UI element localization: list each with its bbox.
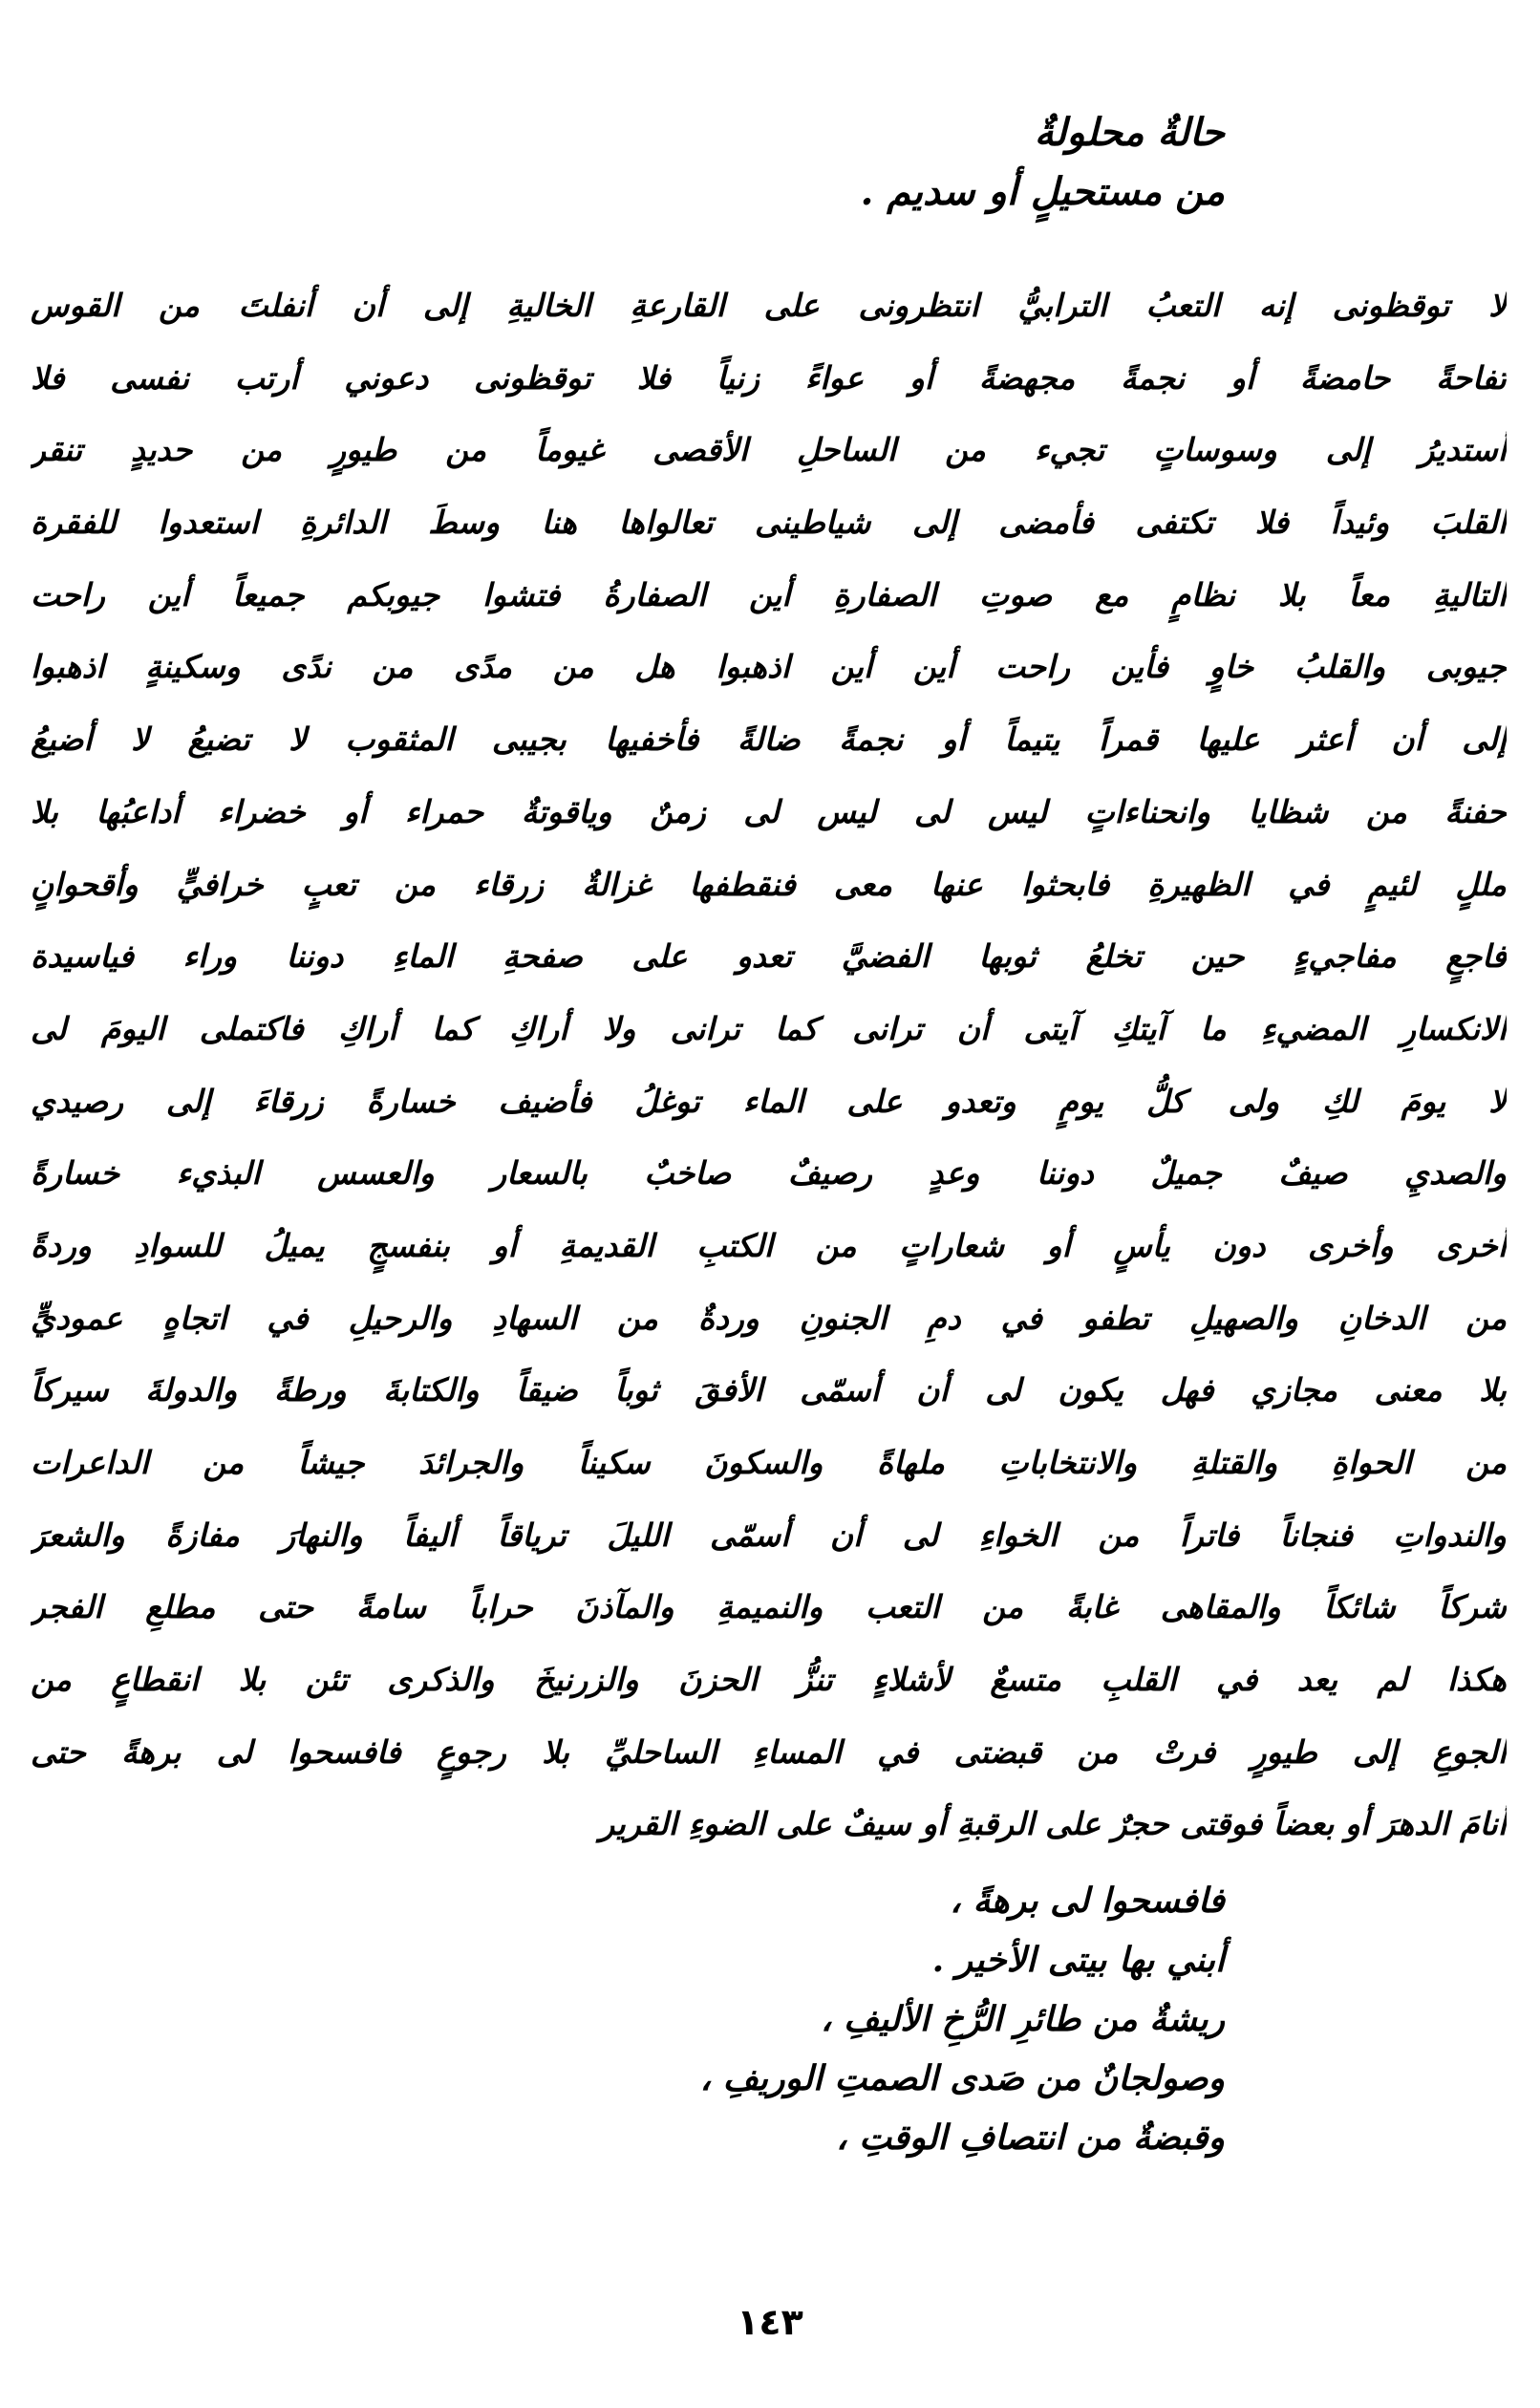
page-number: ١٤٣: [737, 2301, 803, 2343]
verse-line: فافسحوا لى برهةً ،: [950, 1881, 1225, 1921]
prose-line: هكذا لم يعد في القلبِ متسعٌ لأشلاءٍ تنزُّ الحزنَ والزرنيخَ والذكرى تئن بلا انقطاعٍ من: [31, 1661, 1507, 1699]
prose-line: والصديِ صيفٌ جميلٌ دوننا وعدٍ رصيفٌ صاخبٌ بالسعار والعسس البذيء خسارةً: [31, 1154, 1507, 1193]
prose-line: أستديرُ إلى وسوساتٍ تجيء من الساحلِ الأقصى غيوماً من طيورٍ من حديدٍ تنقر: [31, 431, 1507, 469]
prose-paragraph: [31, 269, 1507, 1860]
verse-line: وقبضةٌ من انتصافِ الوقتِ ،: [836, 2118, 1225, 2158]
prose-line: تفاحةً حامضةً أو نجمةً مجهضةً أو عواءً زنياً فلا توقظونى دعوني أرتب نفسى فلا: [31, 358, 1507, 397]
prose-line: والندواتِ فنجاناً فاتراً من الخواءِ لى أن أسمّى الليلَ ترياقاً أليفاً والنهارَ مفازةً والشعرَ: [31, 1516, 1507, 1554]
prose-line: فاجعٍ مفاجيءٍ حين تخلعُ ثوبها الفضيَّ تعدو على صفحةِ الماءِ دوننا وراء فياسيدة: [31, 937, 1507, 976]
prose-line: لا يومَ لكِ ولى كلُّ يومٍ وتعدو على الماء توغلُ فأضيف خسارةً زرقاءَ إلى رصيدي: [31, 1082, 1507, 1120]
prose-line: حفنةً من شظايا وانحناءاتٍ ليس لى ليس لى زمنٌ وياقوتةٌ حمراء أو خضراء أداعبُها بلا: [31, 792, 1507, 830]
prose-line: الجوعِ إلى طيورٍ فرتْ من قبضتى في المساءِ الساحليِّ بلا رجوعٍ فافسحوا لى برهةً حتى: [31, 1732, 1507, 1771]
prose-line: شركاً شائكاً والمقاهى غابةً من التعب والنميمةِ والمآذنَ حراباً سامةً حتى مطلعِ الفجر: [31, 1588, 1507, 1626]
heading-line: من مستحيلٍ أو سديم .: [860, 169, 1225, 214]
prose-line: جيوبى والقلبُ خاوٍ فأين راحت أين أين اذهبوا هل من مدًى من ندًى وسكينةٍ اذهبوا: [31, 648, 1507, 686]
verse-line: وصولجانٌ من صَدى الصمتِ الوريفِ ،: [699, 2058, 1225, 2098]
poem-heading: [556, 103, 1225, 222]
heading-line: حالةٌ محلولةٌ: [1034, 110, 1225, 155]
closing-verse: [460, 1871, 1225, 2167]
verse-line: ريشةٌ من طائرِ الرُّخِ الأليفِ ،: [821, 1999, 1225, 2039]
prose-line: القلبَ وئيداً فلا تكتفى فأمضى إلى شياطينى تعالواها هنا وسطَ الدائرةِ استعدوا للفقرة: [31, 504, 1507, 542]
prose-line: إلى أن أعثر عليها قمراً يتيماً أو نجمةً ضالةً فأخفيها بجيبى المثقوب لا تضيعُ لا أضيعُ: [31, 720, 1507, 759]
prose-line: من الحواةِ والقتلةِ والانتخاباتِ ملهاةً والسكونَ سكيناً والجرائدَ جيشاً من الداعرات: [31, 1444, 1507, 1481]
prose-line: الانكسارِ المضيءِ ما آيتكِ آيتى أن ترانى كما ترانى ولا أراكِ كما أراكِ فاكتملى اليومَ لى: [31, 1009, 1507, 1047]
prose-line: التاليةِ معاً بلا نظامٍ مع صوتِ الصفارةِ أين الصفارةُ فتشوا جيوبكم جميعاً أين راحت: [31, 575, 1507, 613]
prose-line: أخرى وأخرى دون يأسٍ أو شعاراتٍ من الكتبِ القديمةِ أو بنفسجٍ يميلُ للسوادِ وردةً: [31, 1226, 1507, 1264]
prose-line: لا توقظونى إنه التعبُ الترابيُّ انتظرونى على القارعةِ الخاليةِ إلى أن أنفلتَ من القوس: [31, 287, 1507, 324]
verse-line: أبني بها بيتى الأخير .: [931, 1940, 1225, 1980]
prose-line: من الدخانِ والصهيلِ تطفو في دمِ الجنونِ وردةٌ من السهادِ والرحيلِ في اتجاهٍ عموديٍّ: [31, 1299, 1507, 1337]
prose-line: أنامَ الدهرَ أو بعضاً فوقتى حجرٌ على الرقبةِ أو سيفٌ على الضوءِ القرير: [599, 1805, 1507, 1843]
prose-line: بلا معنى مجازي فهل يكون لى أن أسمّى الأفقَ ثوباً ضيقاً والكتابةَ ورطةً والدولةَ سيركاً: [31, 1371, 1507, 1409]
prose-line: مللٍ لئيمٍ في الظهيرةِ فابحثوا عنها معى فنقطفها غزالةٌ زرقاء من تعبٍ خرافيٍّ وأقحوانٍ: [31, 865, 1507, 903]
